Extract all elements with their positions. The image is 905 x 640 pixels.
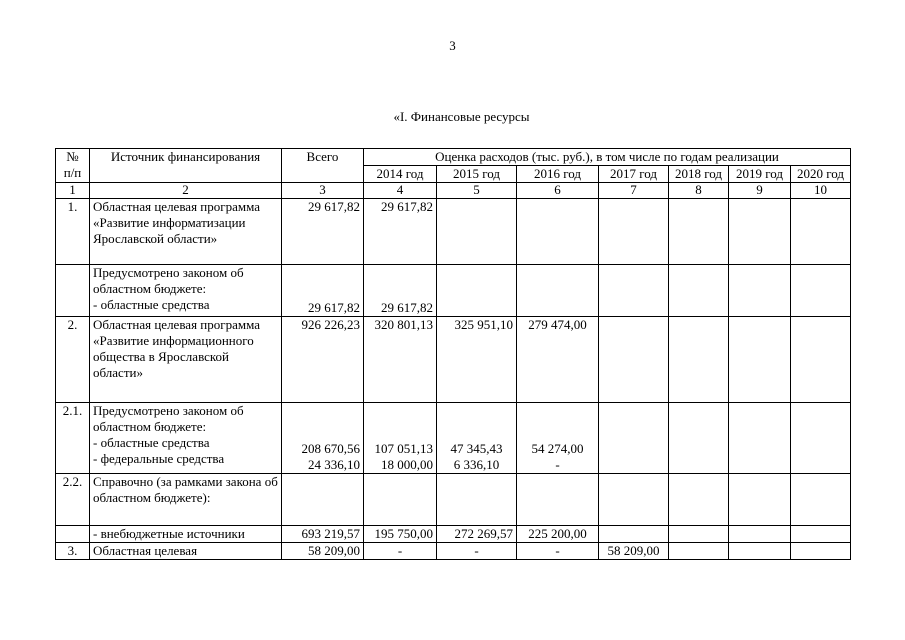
row-2015 [437,265,517,317]
table-row [56,317,851,403]
row-2018 [669,317,729,403]
row-source: - внебюджетные источники [90,526,282,543]
row-num: 2.2. [56,474,90,526]
index-cell: 5 [437,183,517,199]
row-2016 [517,265,599,317]
row-total: 29 617,82 [282,265,364,317]
row-2019 [729,403,791,474]
row-source: Областная целевая [90,543,282,560]
row-2015 [437,403,517,474]
row-2019 [729,317,791,403]
index-cell: 1 [56,183,90,199]
header-year-2018: 2018 год [669,166,729,183]
header-total: Всего [282,149,364,183]
row-2019 [729,474,791,526]
row-2019 [729,199,791,265]
header-year-2019: 2019 год [729,166,791,183]
header-num-line-1: № [66,149,79,164]
row-2016 [517,199,599,265]
row-source: Областная целевая программа «Развитие информационного общества в Ярославской области» [90,317,282,403]
row-2014: 320 801,13 [364,317,437,403]
header-estimate: Оценка расходов (тыс. руб.), в том числе по годам реализации [364,149,851,166]
row-total [282,403,364,474]
row-value: 107 051,13 [374,441,433,456]
row-2018 [669,403,729,474]
row-source-line: Предусмотрено законом об областном бюджете: [93,403,244,434]
header-year-2015: 2015 год [437,166,517,183]
row-2017: 58 209,00 [599,543,669,560]
row-2015: 325 951,10 [437,317,517,403]
row-2017 [599,474,669,526]
row-2020 [791,474,851,526]
row-num: 2. [56,317,90,403]
row-num [56,526,90,543]
row-total: 693 219,57 [282,526,364,543]
financial-resources-table [55,148,851,560]
row-source-line: - областные средства [93,297,210,312]
row-source-line: - федеральные средства [93,451,225,466]
row-total: 29 617,82 [282,199,364,265]
row-value: 6 336,10 [453,457,500,472]
row-source [90,403,282,474]
row-value: 54 274,00 [531,441,584,456]
index-cell: 9 [729,183,791,199]
row-2014: - [364,543,437,560]
row-2017 [599,526,669,543]
index-cell: 8 [669,183,729,199]
row-value: 18 000,00 [381,457,433,472]
row-2014 [364,474,437,526]
row-2020 [791,526,851,543]
row-2020 [791,199,851,265]
row-source: Справочно (за рамками закона об областном бюджете): [90,474,282,526]
header-year-2020: 2020 год [791,166,851,183]
row-2014: 195 750,00 [364,526,437,543]
row-num: 3. [56,543,90,560]
table-row [56,265,851,317]
header-year-2016: 2016 год [517,166,599,183]
index-cell: 6 [517,183,599,199]
row-source [90,265,282,317]
row-source-line: Предусмотрено законом об областном бюджете: [93,265,244,296]
row-source: Областная целевая программа «Развитие информатизации Ярославской области» [90,199,282,265]
row-2020 [791,317,851,403]
row-value: 47 345,43 [450,441,503,456]
row-2020 [791,403,851,474]
row-2018 [669,526,729,543]
header-year-2014: 2014 год [364,166,437,183]
row-2015 [437,474,517,526]
header-year-2017: 2017 год [599,166,669,183]
row-2018 [669,474,729,526]
table-header-row [56,149,851,166]
row-source-line: - областные средства [93,435,210,450]
row-2015: 272 269,57 [437,526,517,543]
index-cell: 3 [282,183,364,199]
row-2018 [669,199,729,265]
row-2017 [599,317,669,403]
row-total: 926 226,23 [282,317,364,403]
row-2020 [791,265,851,317]
row-total [282,474,364,526]
row-2017 [599,265,669,317]
row-2019 [729,543,791,560]
row-2014 [364,403,437,474]
table-row [56,526,851,543]
row-2019 [729,265,791,317]
row-2014: 29 617,82 [364,199,437,265]
table-index-row [56,183,851,199]
row-2016: - [517,543,599,560]
header-source: Источник финансирования [90,149,282,183]
row-2015: - [437,543,517,560]
index-cell: 2 [90,183,282,199]
row-2014: 29 617,82 [364,265,437,317]
row-value: - [555,457,560,472]
index-cell: 10 [791,183,851,199]
row-2018 [669,543,729,560]
row-2016 [517,403,599,474]
row-2017 [599,403,669,474]
row-num [56,265,90,317]
row-total: 58 209,00 [282,543,364,560]
row-num: 2.1. [56,403,90,474]
row-2017 [599,199,669,265]
row-num: 1. [56,199,90,265]
index-cell: 7 [599,183,669,199]
row-2019 [729,526,791,543]
section-title: «I. Финансовые ресурсы [393,109,530,124]
index-cell: 4 [364,183,437,199]
row-2015 [437,199,517,265]
page-number: 3 [449,38,456,53]
row-value: 208 670,56 [301,441,360,456]
header-num [56,149,90,183]
row-2018 [669,265,729,317]
table-row [56,199,851,265]
row-2020 [791,543,851,560]
table-row [56,474,851,526]
header-num-line-2: п/п [63,165,82,180]
row-2016: 279 474,00 [517,317,599,403]
row-value: 24 336,10 [308,457,360,472]
row-2016: 225 200,00 [517,526,599,543]
row-2016 [517,474,599,526]
table-row [56,543,851,560]
table-row [56,403,851,474]
